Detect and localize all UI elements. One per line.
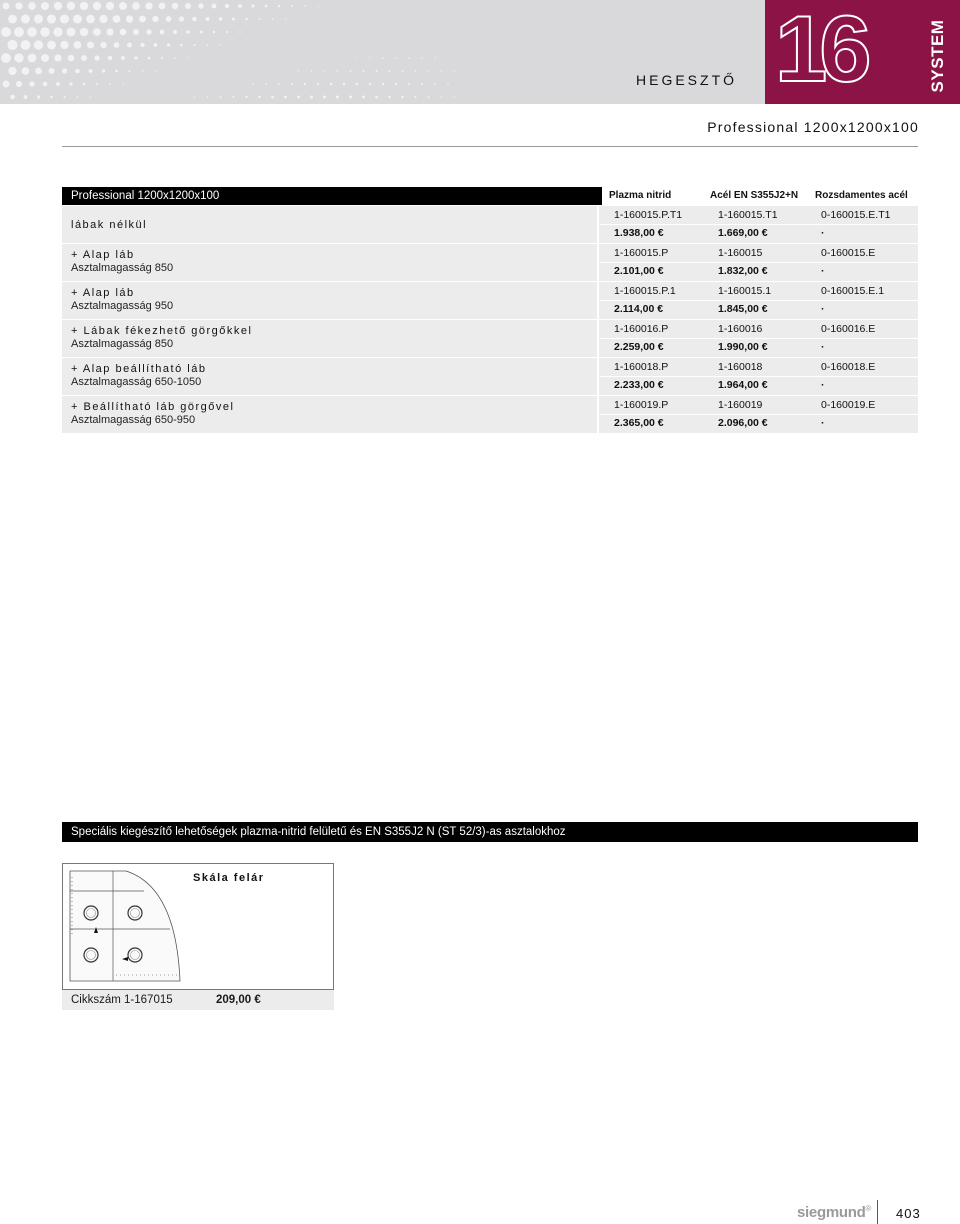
page-subtitle: Professional 1200x1200x100 — [707, 119, 919, 135]
column-header-steel: Acél EN S355J2+N — [710, 190, 799, 201]
special-options-title: Speciális kiegészítő lehetőségek plazma-nitrid felületű és EN S355J2 N (ST 52/3)-as asztalokhoz — [62, 822, 918, 842]
row-description — [62, 206, 599, 243]
article-code: 0-160016.E — [821, 323, 876, 335]
article-code: 1-160015.1 — [718, 285, 772, 297]
table-row — [62, 282, 918, 320]
row-separator — [600, 414, 918, 415]
row-separator — [600, 376, 918, 377]
article-code: 0-160018.E — [821, 361, 876, 373]
row-separator — [600, 300, 918, 301]
table-scale-drawing — [66, 867, 184, 985]
scale-option-title: Skála felár — [193, 872, 265, 884]
article-code: 0-160015.E.1 — [821, 285, 885, 297]
price: 1.964,00 € — [718, 379, 768, 391]
page-number: 403 — [896, 1206, 921, 1221]
article-code: 1-160016.P — [614, 323, 669, 335]
chapter-brand-box — [765, 0, 960, 104]
row-separator — [600, 262, 918, 263]
price: 1.832,00 € — [718, 265, 768, 277]
row-description — [62, 282, 599, 319]
table-row — [62, 320, 918, 358]
row-title: lábak nélkül — [71, 219, 148, 231]
article-code: 1-160015.P.1 — [614, 285, 676, 297]
scale-price: 209,00 € — [216, 994, 261, 1006]
article-code: 1-160015 — [718, 247, 763, 259]
price: · — [821, 341, 825, 353]
price: · — [821, 227, 825, 239]
row-title: + Alap láb — [71, 287, 135, 299]
article-code: 1-160015.P — [614, 247, 669, 259]
price: 2.365,00 € — [614, 417, 664, 429]
row-title: + Lábak fékezhető görgőkkel — [71, 325, 253, 337]
price: 1.845,00 € — [718, 303, 768, 315]
column-header-stainless: Rozsdamentes acél — [815, 190, 908, 201]
row-title: + Alap beállítható láb — [71, 363, 207, 375]
article-code: 1-160016 — [718, 323, 763, 335]
row-separator — [600, 224, 918, 225]
row-description — [62, 396, 599, 433]
logo-text: siegmund — [797, 1204, 866, 1221]
table-row — [62, 244, 918, 282]
row-subtitle: Asztalmagasság 650-950 — [71, 414, 196, 426]
scale-option-footer — [62, 990, 334, 1010]
article-code: 1-160018 — [718, 361, 763, 373]
article-code: 1-160018.P — [614, 361, 669, 373]
scale-article-code: Cikkszám 1-167015 — [71, 994, 173, 1006]
row-separator — [600, 338, 918, 339]
table-header — [62, 187, 918, 205]
halftone-dots-pattern — [0, 0, 520, 104]
price: 2.096,00 € — [718, 417, 768, 429]
article-code: 0-160015.E — [821, 247, 876, 259]
row-subtitle: Asztalmagasság 850 — [71, 262, 174, 274]
article-code: 1-160015.T1 — [718, 209, 778, 221]
article-code: 1-160019.P — [614, 399, 669, 411]
price: · — [821, 417, 825, 429]
price: 1.669,00 € — [718, 227, 768, 239]
row-title: + Alap láb — [71, 249, 135, 261]
price: · — [821, 379, 825, 391]
price: · — [821, 303, 825, 315]
siegmund-logo — [797, 1204, 871, 1221]
chapter-number: 16 — [775, 0, 864, 101]
table-row — [62, 206, 918, 244]
article-code: 1-160019 — [718, 399, 763, 411]
row-title: + Beállítható láb görgővel — [71, 401, 235, 413]
article-code: 0-160019.E — [821, 399, 876, 411]
article-code: 0-160015.E.T1 — [821, 209, 891, 221]
row-subtitle: Asztalmagasság 650-1050 — [71, 376, 202, 388]
article-code: 1-160015.P.T1 — [614, 209, 683, 221]
section-title: HEGESZTŐ — [636, 72, 738, 88]
row-description — [62, 358, 599, 395]
table-row — [62, 358, 918, 396]
price: 2.259,00 € — [614, 341, 664, 353]
row-subtitle: Asztalmagasság 950 — [71, 300, 174, 312]
row-subtitle: Asztalmagasság 850 — [71, 338, 174, 350]
row-description — [62, 244, 599, 281]
column-header-plasma-nitride: Plazma nitrid — [609, 190, 672, 201]
price: 2.114,00 € — [614, 303, 664, 315]
header-band — [0, 0, 960, 104]
scale-option-card — [62, 863, 334, 990]
price: 2.101,00 € — [614, 265, 664, 277]
price: 1.938,00 € — [614, 227, 664, 239]
divider — [62, 146, 918, 147]
registered-mark: ® — [865, 1204, 872, 1213]
price: 1.990,00 € — [718, 341, 768, 353]
price: 2.233,00 € — [614, 379, 664, 391]
table-title: Professional 1200x1200x100 — [62, 187, 602, 205]
table-row — [62, 396, 918, 434]
row-description — [62, 320, 599, 357]
footer-divider — [877, 1200, 878, 1224]
chapter-label: SYSTEM — [928, 19, 947, 93]
price-table — [62, 206, 918, 434]
price: · — [821, 265, 825, 277]
